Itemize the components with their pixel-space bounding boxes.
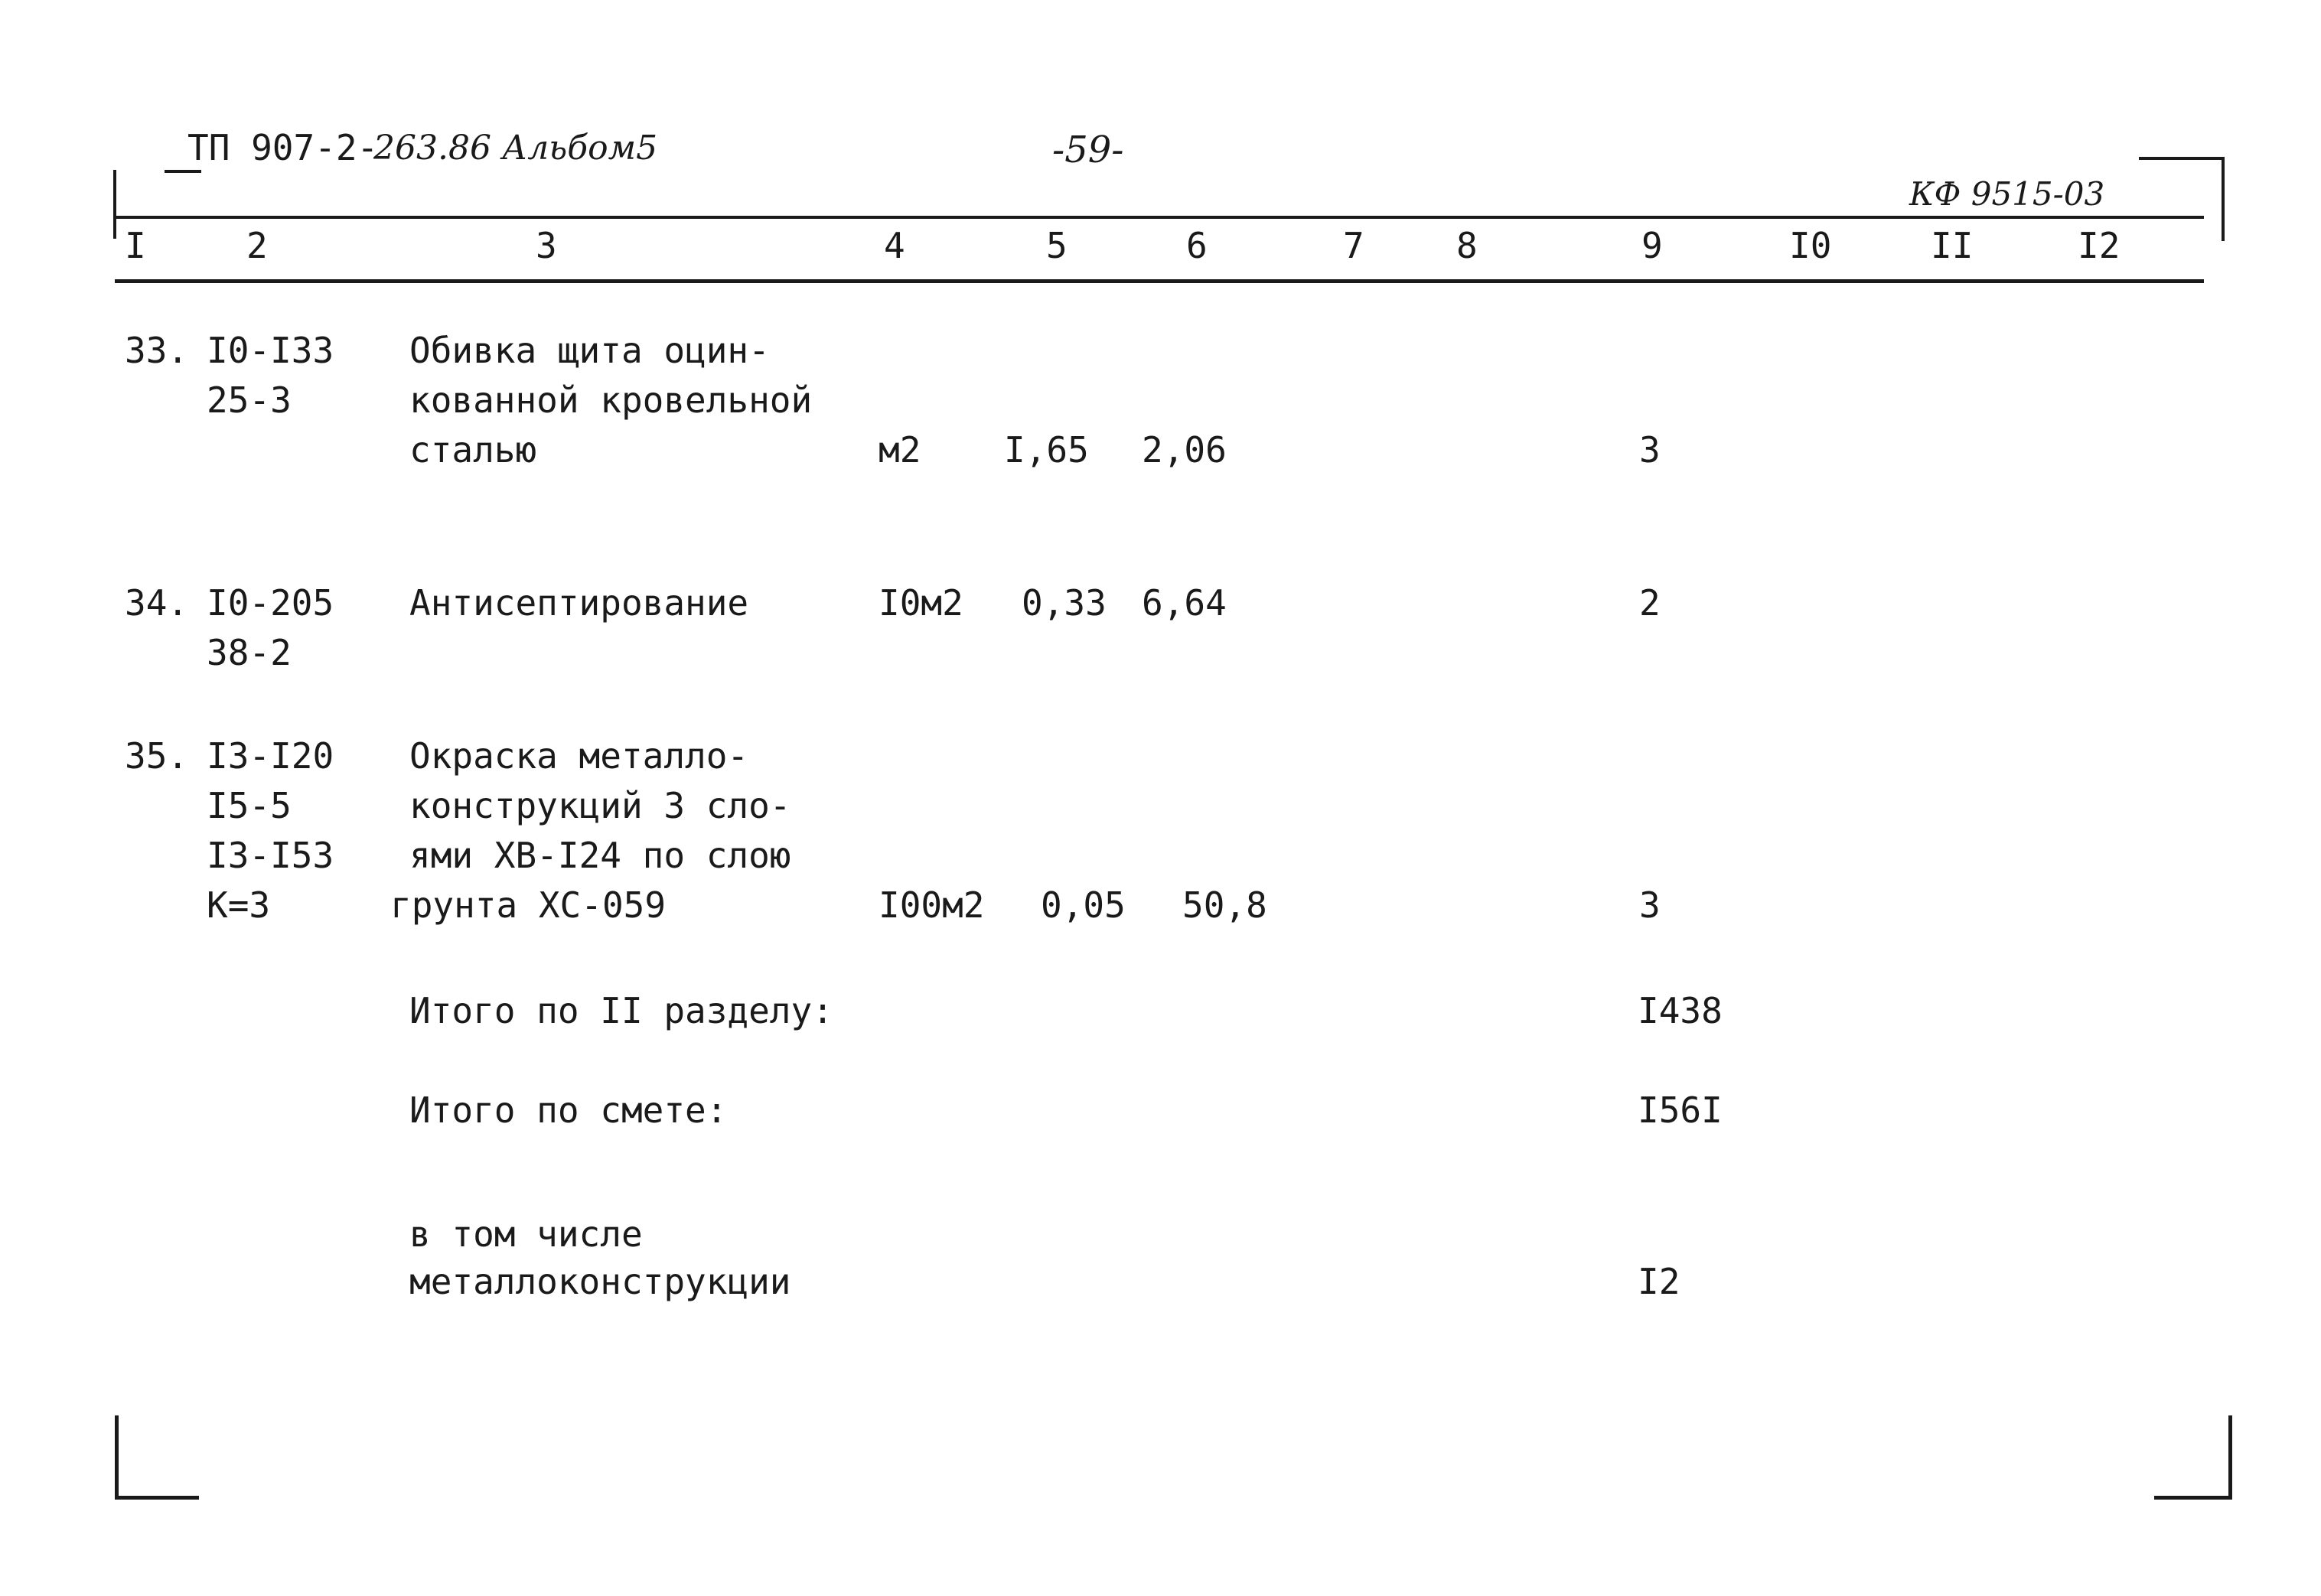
frame-right-top-tick xyxy=(2139,157,2223,160)
summary-section-total-label: Итого по II разделу: xyxy=(409,990,833,1031)
row-34-unit: I0м2 xyxy=(879,582,963,624)
row-34-price: 6,64 xyxy=(1142,582,1227,624)
column-header-10: I0 xyxy=(1789,225,1832,266)
row-34-number: 34. xyxy=(125,582,189,624)
summary-including-label-2: металлоконструкции xyxy=(409,1261,791,1302)
row-35-quantity: 0,05 xyxy=(1041,884,1126,926)
column-header-9: 9 xyxy=(1641,225,1663,266)
table-header-bottom-line xyxy=(115,279,2204,283)
row-33-code-1: I0-I33 xyxy=(207,330,334,371)
frame-right-top xyxy=(2222,157,2225,241)
row-35-desc-4: грунта ХС-059 xyxy=(390,884,667,926)
column-header-11: II xyxy=(1931,225,1974,266)
frame-right-bottom-tick xyxy=(2154,1496,2231,1500)
row-33-code-2: 25-3 xyxy=(207,379,292,421)
row-35-code-3: I3-I53 xyxy=(207,835,334,876)
column-header-1: I xyxy=(125,225,146,266)
summary-estimate-total-value: I56I xyxy=(1638,1090,1723,1131)
album-label: 263.86 Альбом5 xyxy=(373,129,658,168)
column-header-2: 2 xyxy=(246,225,268,266)
row-34-total: 2 xyxy=(1639,582,1661,624)
column-header-6: 6 xyxy=(1186,225,1208,266)
column-header-5: 5 xyxy=(1046,225,1068,266)
row-34-quantity: 0,33 xyxy=(1022,582,1107,624)
row-35-desc-2: конструкций 3 сло- xyxy=(409,785,791,826)
row-35-code-2: I5-5 xyxy=(207,785,292,826)
row-34-code-1: I0-205 xyxy=(207,582,334,624)
column-header-3: 3 xyxy=(536,225,557,266)
row-35-total: 3 xyxy=(1639,884,1661,926)
frame-right-bottom xyxy=(2228,1415,2232,1500)
row-35-price: 50,8 xyxy=(1182,884,1267,926)
row-33-desc-3: сталью xyxy=(409,429,537,471)
row-33-total: 3 xyxy=(1639,429,1661,471)
doc-code: ТП 907-2- xyxy=(187,127,379,168)
frame-left-bottom xyxy=(115,1415,119,1500)
row-35-number: 35. xyxy=(125,735,189,777)
row-33-number: 33. xyxy=(125,330,189,371)
row-35-desc-1: Окраска металло- xyxy=(409,735,749,777)
column-header-12: I2 xyxy=(2078,225,2121,266)
column-header-4: 4 xyxy=(884,225,905,266)
header-underline xyxy=(165,170,201,173)
row-33-desc-2: кованной кровельной xyxy=(409,379,813,421)
summary-metal-value: I2 xyxy=(1638,1261,1680,1302)
row-34-desc-1: Антисептирование xyxy=(409,582,749,624)
row-35-code-4: К=3 xyxy=(207,884,271,926)
column-header-8: 8 xyxy=(1456,225,1478,266)
row-35-code-1: I3-I20 xyxy=(207,735,334,777)
frame-left-top xyxy=(113,170,116,239)
page-number: -59- xyxy=(1052,129,1124,171)
row-33-desc-1: Обивка щита оцин- xyxy=(409,330,770,371)
row-35-desc-3: ями ХВ-I24 по слою xyxy=(409,835,791,876)
row-33-unit: м2 xyxy=(879,429,921,471)
table-top-line xyxy=(115,216,2204,219)
summary-estimate-total-label: Итого по смете: xyxy=(409,1090,728,1131)
row-33-price: 2,06 xyxy=(1142,429,1227,471)
row-35-unit: I00м2 xyxy=(879,884,985,926)
sheet-code: КФ 9515-03 xyxy=(1909,175,2105,213)
summary-including-label-1: в том числе xyxy=(409,1213,643,1255)
summary-section-total-value: I438 xyxy=(1638,990,1723,1031)
frame-left-bottom-tick xyxy=(115,1496,199,1500)
row-33-quantity: I,65 xyxy=(1004,429,1089,471)
column-header-7: 7 xyxy=(1343,225,1364,266)
row-34-code-2: 38-2 xyxy=(207,632,292,673)
